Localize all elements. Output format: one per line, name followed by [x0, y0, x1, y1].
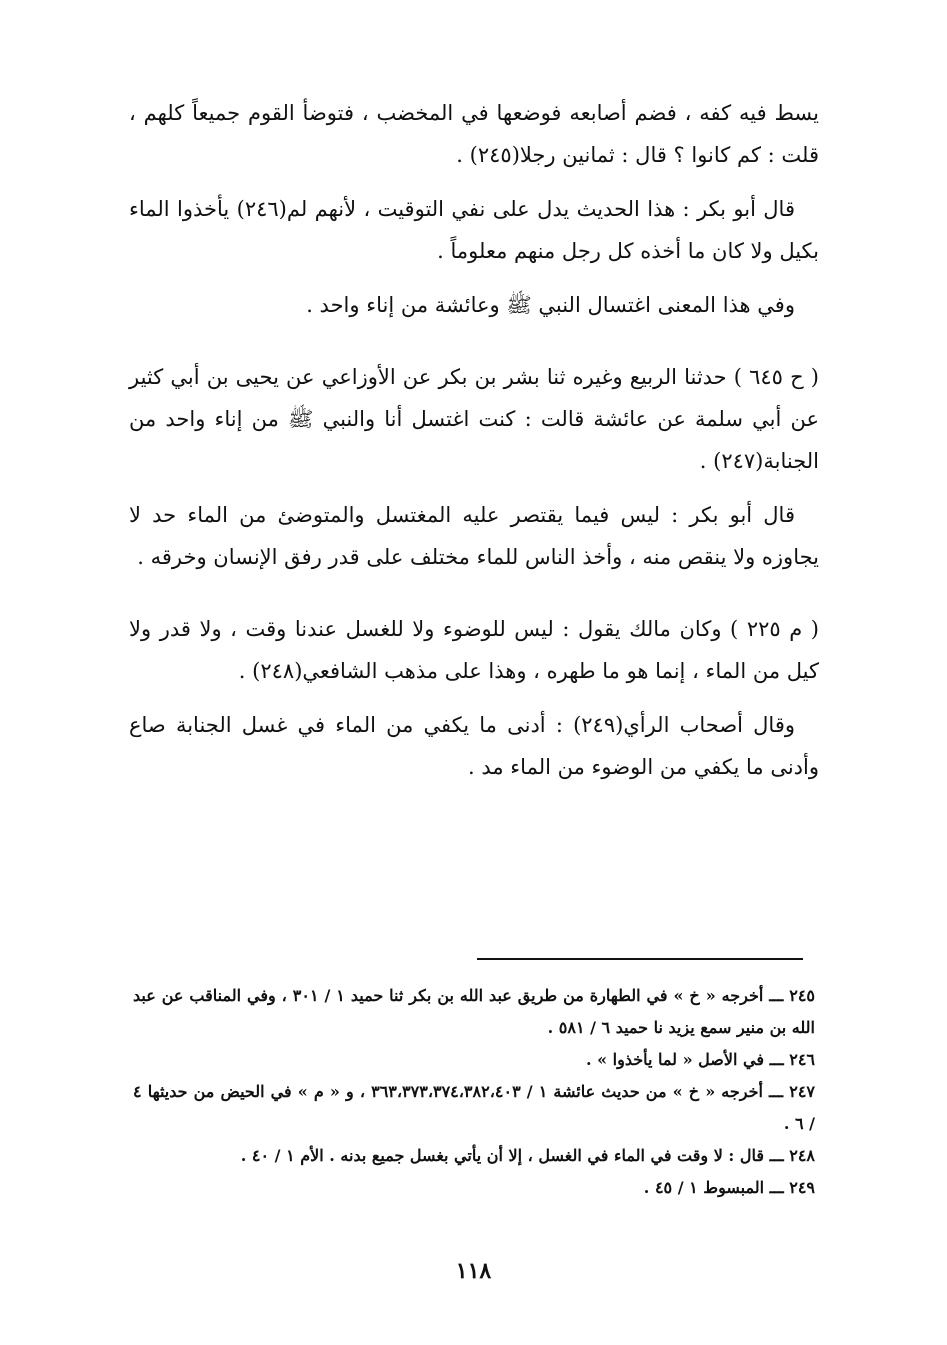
paragraph-5: قال أبو بكر : ليس فيما يقتصر عليه المغتسل والمتوضئ من الماء حد لا يجاوزه ولا ينقص منه ، وأخذ الناس للماء مختلف على قدر رفق الإنسان وخرقه . [129, 503, 819, 569]
paragraph-7: وقال أصحاب الرأي(٢٤٩) : أدنى ما يكفي من الماء في غسل الجنابة صاع وأدنى ما يكفي من الوضوء من الماء مد . [129, 713, 819, 779]
paragraph-6: ( م ٢٢٥ ) وكان مالك يقول : ليس للوضوء ولا للغسل عندنا وقت ، ولا قدر ولا كيل من الماء ، إنما هو ما طهره ، وهذا على مذهب الشافعي(٢٤٨) . [129, 617, 819, 683]
footnote-separator [477, 958, 803, 960]
footnote-248: ٢٤٨ ـــ قال : لا وقت في الماء في الغسل ، إلا أن يأتي بغسل جميع بدنه . الأم ١ / ٤٠ . [240, 1146, 815, 1165]
footnote-247: ٢٤٧ ـــ أخرجه « خ » من حديث عائشة ١ / ٣٦٣،٣٧٣،٣٧٤،٣٨٢،٤٠٣ ، و « م » في الحيض من حديثها ٤ / ٦ . [133, 1082, 816, 1133]
main-text [129, 92, 819, 800]
paragraph-1: يسط فيه كفه ، فضم أصابعه فوضعها في المخضب ، فتوضأ القوم جميعاً كلهم ، قلت : كم كانوا ؟ قال : ثمانين رجلا(٢٤٥) . [129, 101, 819, 167]
paragraph-4: ( ح ٦٤٥ ) حدثنا الربيع وغيره ثنا بشر بن بكر عن الأوزاعي عن يحيى بن أبي كثير عن أبي سلمة عن عائشة قالت : كنت اغتسل أنا والنبي ﷺ من إناء واحد من الجنابة(٢٤٧) . [129, 365, 819, 473]
page-number: ١١٨ [455, 1258, 492, 1284]
footnotes [133, 980, 815, 1204]
footnote-245: ٢٤٥ ـــ أخرجه « خ » في الطهارة من طريق عبد الله بن بكر ثنا حميد ١ / ٣٠١ ، وفي المناقب عن عبد الله بن منير سمع يزيد نا حميد ٦ / ٥٨١ . [133, 986, 816, 1037]
footnote-249: ٢٤٩ ـــ المبسوط ١ / ٤٥ . [643, 1178, 815, 1197]
paragraph-2: قال أبو بكر : هذا الحديث يدل على نفي التوقيت ، لأنهم لم(٢٤٦) يأخذوا الماء بكيل ولا كان ما أخذه كل رجل منهم معلوماً . [129, 197, 819, 263]
paragraph-3: وفي هذا المعنى اغتسال النبي ﷺ وعائشة من إناء واحد . [306, 293, 795, 317]
footnote-246: ٢٤٦ ـــ في الأصل « لما يأخذوا » . [585, 1050, 815, 1069]
